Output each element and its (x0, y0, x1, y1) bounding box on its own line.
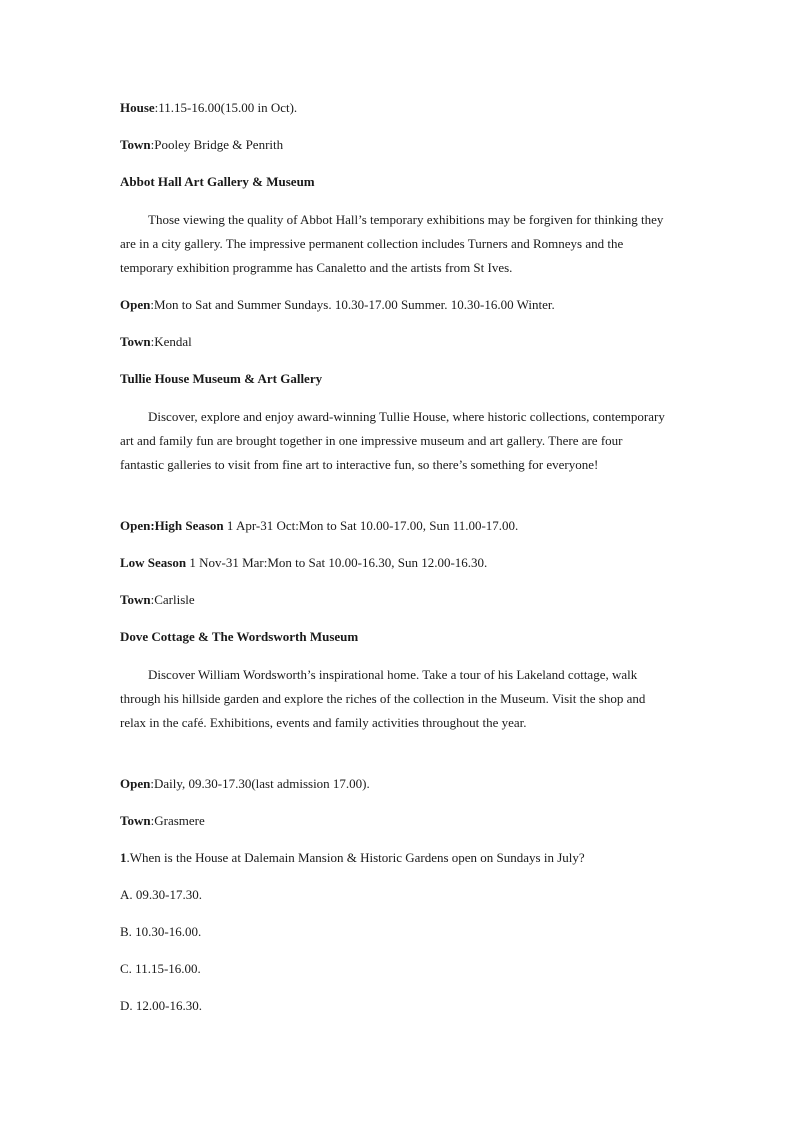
town-label: Town (120, 137, 151, 152)
tullie-open-low (120, 555, 487, 571)
low-season-text: 1 Nov-31 Mar:Mon to Sat 10.00-16.30, Sun 12.00-16.30. (186, 555, 488, 570)
town-line (120, 137, 283, 153)
dove-title-text: Dove Cottage & The Wordsworth Museum (120, 629, 359, 644)
option-a: A. 09.30-17.30. (120, 887, 202, 902)
abbot-town (120, 334, 192, 350)
tullie-title (120, 371, 322, 387)
dove-open (120, 776, 370, 792)
abbot-town-text: :Kendal (150, 334, 192, 349)
option-b: B. 10.30-16.00. (120, 924, 202, 939)
abbot-title (120, 174, 315, 190)
abbot-open-text: :Mon to Sat and Summer Sundays. 10.30-17.00 Summer. 10.30-16.00 Winter. (150, 297, 555, 312)
low-season-label: Low Season (120, 555, 187, 570)
house-label: House (120, 100, 155, 115)
abbot-open (120, 297, 555, 313)
open-label: Open (120, 518, 151, 533)
town-text: :Pooley Bridge & Penrith (150, 137, 284, 152)
abbot-description: Those viewing the quality of Abbot Hall’s temporary exhibitions may be forgiven for thinking they are in a city gallery. The impressive permanent collection includes Turners and Romneys and the temporary exhibition programme has Canaletto and the artists from St Ives. (120, 212, 664, 275)
dove-title (120, 629, 358, 645)
house-hours-text: :11.15-16.00(15.00 in Oct). (154, 100, 298, 115)
tullie-open-high (120, 518, 518, 534)
question-number: 1 (120, 850, 127, 865)
tullie-town (120, 592, 195, 608)
question-text: .When is the House at Dalemain Mansion & Historic Gardens open on Sundays in July? (126, 850, 585, 865)
dove-town-text: :Grasmere (150, 813, 205, 828)
dove-description: Discover William Wordsworth’s inspirational home. Take a tour of his Lakeland cottage, walk through his hillside garden and explore the riches of the collection in the Museum. Visit the shop and relax in the café. Exhibitions, events and family activities throughout the year. (120, 667, 646, 730)
dove-open-text: :Daily, 09.30-17.30(last admission 17.00). (150, 776, 370, 791)
open-label: Open (120, 776, 151, 791)
tullie-title-text: Tullie House Museum & Art Gallery (120, 371, 323, 386)
house-hours (120, 100, 297, 116)
town-label: Town (120, 592, 151, 607)
high-season-text: 1 Apr-31 Oct:Mon to Sat 10.00-17.00, Sun 11.00-17.00. (223, 518, 519, 533)
dove-town (120, 813, 205, 829)
tullie-description: Discover, explore and enjoy award-winning Tullie House, where historic collections, contemporary art and family fun are brought together in one impressive museum and art gallery. There are four fantastic galleries to visit from fine art to interactive fun, so there’s something for everyone! (120, 409, 665, 472)
open-label: Open (120, 297, 151, 312)
abbot-title-text: Abbot Hall Art Gallery & Museum (120, 174, 315, 189)
high-season-label: :High Season (150, 518, 224, 533)
question-1 (120, 850, 585, 866)
town-label: Town (120, 334, 151, 349)
tullie-town-text: :Carlisle (150, 592, 195, 607)
option-d: D. 12.00-16.30. (120, 998, 202, 1013)
town-label: Town (120, 813, 151, 828)
option-c: C. 11.15-16.00. (120, 961, 201, 976)
